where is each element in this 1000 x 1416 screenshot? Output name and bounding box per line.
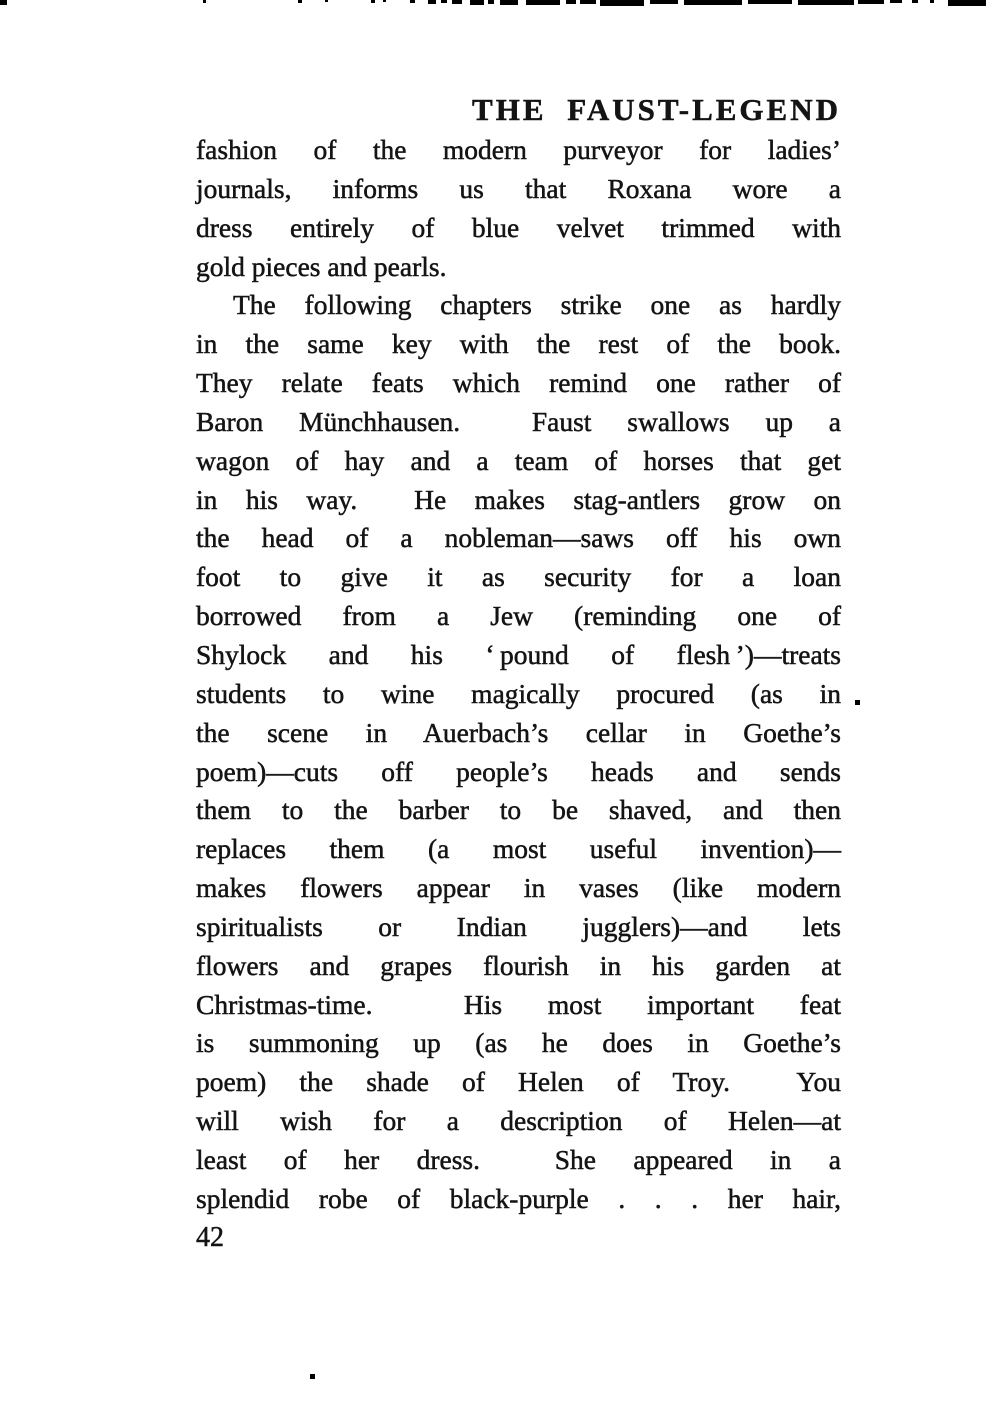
scan-edge-mark <box>566 0 576 4</box>
scan-edge-mark <box>600 0 644 6</box>
body-text-line: wagon of hay and a team of horses that get <box>196 444 841 476</box>
body-text-line: in the same key with the rest of the book. <box>196 328 841 360</box>
body-text-line: foot to give it as security for a loan <box>196 561 841 593</box>
scan-edge-mark <box>470 0 484 5</box>
scan-edge-mark <box>948 0 986 6</box>
scan-edge-mark <box>441 0 447 3</box>
scan-edge-mark <box>858 0 884 4</box>
body-text-line: will wish for a description of Helen—at <box>196 1105 841 1137</box>
scan-edge-mark <box>488 0 494 4</box>
body-text-line: dress entirely of blue velvet trimmed with <box>196 211 841 243</box>
body-text-line: Christmas-time. His most important feat <box>196 988 841 1020</box>
body-text <box>196 131 841 1219</box>
scan-edge-mark <box>912 0 918 3</box>
page-number: 42 <box>196 1222 224 1253</box>
body-text-line: borrowed from a Jew (reminding one of <box>196 600 841 632</box>
scan-edge-mark <box>500 0 518 5</box>
scan-edge-mark <box>371 0 375 3</box>
scan-edge-mark <box>580 0 596 4</box>
scan-edge-mark <box>203 0 206 3</box>
scan-edge-mark <box>526 0 560 5</box>
body-text-line: Baron Münchhausen. Faust swallows up a <box>196 405 841 437</box>
scan-edge-mark <box>428 0 436 4</box>
body-text-line: spiritualists or Indian jugglers)—and lets <box>196 910 841 942</box>
scan-edge-mark <box>684 0 742 5</box>
body-text-line: Shylock and his ‘ pound of flesh ’)—treats <box>196 638 841 670</box>
body-text-line: flowers and grapes flourish in his garden at <box>196 949 841 981</box>
scan-edge-mark <box>748 0 792 4</box>
body-text-line: fashion of the modern purveyor for ladies’ <box>196 134 841 165</box>
scan-stray-dot <box>310 1374 315 1379</box>
scan-edge-mark <box>930 0 934 3</box>
body-text-line: is summoning up (as he does in Goethe’s <box>196 1027 841 1059</box>
body-text-line: them to the barber to be shaved, and then <box>196 794 841 826</box>
body-text-line: They relate feats which remind one rather of <box>196 367 841 399</box>
body-text-line: in his way. He makes stag-antlers grow on <box>196 483 841 515</box>
scan-edge-mark <box>798 0 854 5</box>
body-text-line: students to wine magically procured (as in <box>196 677 841 709</box>
scan-edge-mark <box>452 0 462 4</box>
scan-edge-mark <box>650 0 678 4</box>
body-text-line: The following chapters strike one as hardly <box>233 289 841 321</box>
scan-edge-mark <box>298 0 302 3</box>
body-text-line: replaces them (a most useful invention)— <box>196 833 841 865</box>
body-text-line: the head of a nobleman—saws off his own <box>196 522 841 554</box>
body-text-line: least of her dress. She appeared in a <box>196 1143 841 1175</box>
scan-edge-mark <box>0 0 7 5</box>
body-text-line: poem) the shade of Helen of Troy. You <box>196 1066 841 1098</box>
scan-stray-dot <box>855 700 860 705</box>
scan-edge-mark <box>890 0 902 3</box>
body-text-line: the scene in Auerbach’s cellar in Goethe’s <box>196 716 841 748</box>
body-text-line: poem)—cuts off people’s heads and sends <box>196 755 841 787</box>
body-text-line: journals, informs us that Roxana wore a <box>196 172 841 204</box>
body-text-line: splendid robe of black-purple . . . her hair, <box>196 1182 841 1214</box>
scan-edge-mark <box>325 0 328 2</box>
body-text-line: makes flowers appear in vases (like modern <box>196 872 841 904</box>
scan-edge-mark <box>410 0 415 3</box>
body-text-line: gold pieces and pearls. <box>196 250 447 282</box>
scan-edge-mark <box>383 0 386 2</box>
running-header: THE FAUST-LEGEND <box>472 92 841 127</box>
